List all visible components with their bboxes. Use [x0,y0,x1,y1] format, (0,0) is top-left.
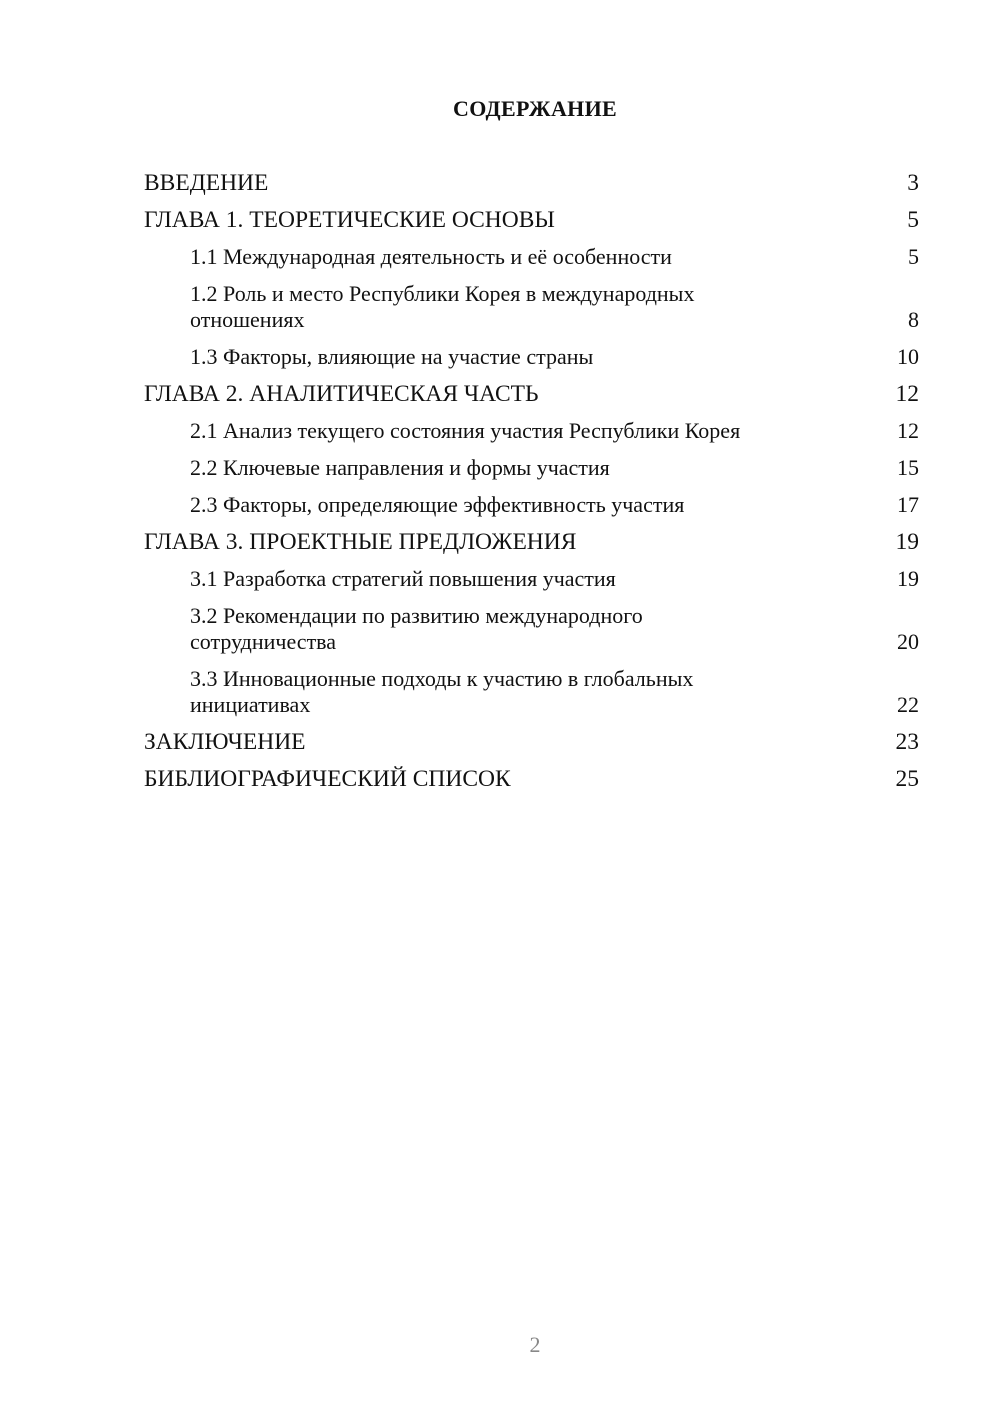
toc-entry-page: 3 [907,170,919,196]
toc-entry-text: ВВЕДЕНИЕ [144,170,269,196]
toc-entry-page: 19 [895,529,919,555]
toc-entry-page: 25 [895,766,919,792]
toc-subentry [144,455,919,481]
toc-entry [144,766,919,793]
toc-entry-text: ГЛАВА 2. АНАЛИТИЧЕСКАЯ ЧАСТЬ [144,381,539,407]
toc-entry-text: 2.2 Ключевые направления и формы участия [190,455,610,480]
toc-entry-page: 12 [897,418,919,443]
toc-entry-text: 3.1 Разработка стратегий повышения участия [190,566,616,591]
toc-entry [144,729,919,756]
toc-entry-page: 5 [907,207,919,233]
page-number: 2 [529,1332,541,1357]
toc-entry-page: 19 [897,566,919,591]
toc-entry-page: 23 [895,729,919,755]
toc-subentry [144,281,919,333]
toc-entry [144,207,919,234]
toc-entry-page: 10 [897,344,919,369]
toc-entry-text: 3.2 Рекомендации по развитию международного сотрудничества [190,603,643,654]
toc-entry-page: 22 [897,692,919,717]
toc-entry [144,529,919,556]
toc-entry-page: 20 [897,629,919,654]
toc-subentry [144,566,919,592]
toc-subentry [144,244,919,270]
toc-entry [144,381,919,408]
toc-entry-text: ГЛАВА 1. ТЕОРЕТИЧЕСКИЕ ОСНОВЫ [144,207,555,233]
toc-subentry [144,492,919,518]
table-of-contents [144,170,919,803]
toc-entry [144,170,919,197]
toc-subentry [144,418,919,444]
toc-entry-page: 12 [895,381,919,407]
toc-entry-text: 1.2 Роль и место Республики Корея в международных отношениях [190,281,695,332]
toc-entry-text: 2.3 Факторы, определяющие эффективность участия [190,492,685,517]
toc-entry-text: 3.3 Инновационные подходы к участию в глобальных инициативах [190,666,694,717]
toc-entry-page: 17 [897,492,919,517]
toc-entry-page: 15 [897,455,919,480]
toc-entry-text: ЗАКЛЮЧЕНИЕ [144,729,306,755]
page-title: СОДЕРЖАНИЕ [453,96,617,121]
toc-entry-text: 2.1 Анализ текущего состояния участия Республики Корея [190,418,741,443]
toc-entry-text: 1.1 Международная деятельность и её особенности [190,244,672,269]
toc-subentry [144,603,919,655]
toc-entry-text: 1.3 Факторы, влияющие на участие страны [190,344,594,369]
toc-subentry [144,344,919,370]
toc-entry-page: 5 [908,244,919,269]
toc-entry-text: ГЛАВА 3. ПРОЕКТНЫЕ ПРЕДЛОЖЕНИЯ [144,529,577,555]
toc-entry-page: 8 [908,307,919,332]
toc-entry-text: БИБЛИОГРАФИЧЕСКИЙ СПИСОК [144,766,511,792]
toc-subentry [144,666,919,718]
